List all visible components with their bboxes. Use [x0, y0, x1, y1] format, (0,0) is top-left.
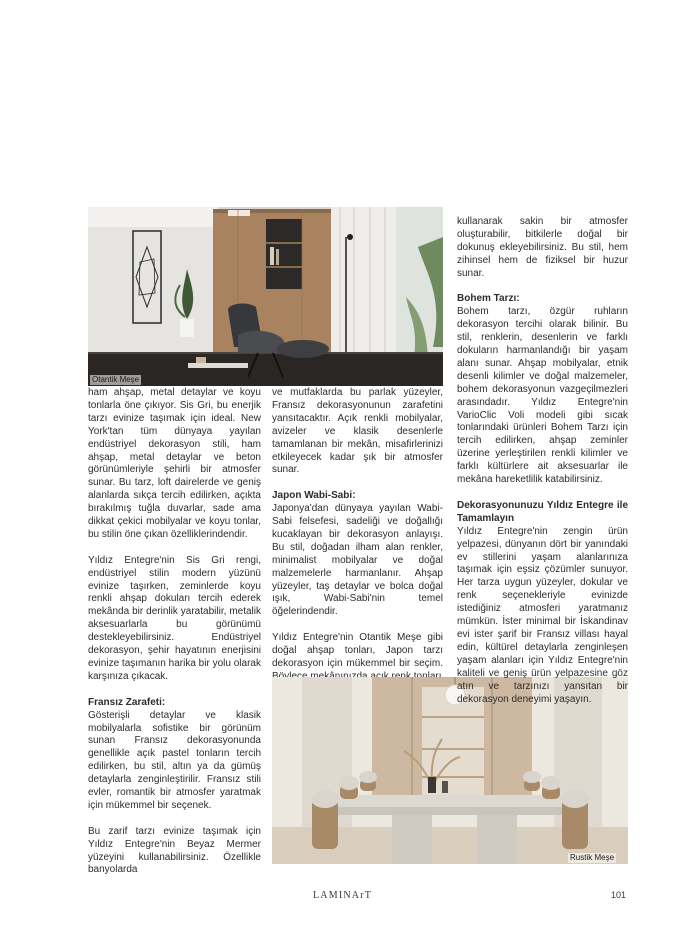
page-number: 101	[611, 890, 627, 900]
footer-brand-logo: LAMINArT	[313, 890, 373, 901]
text-column-1	[88, 387, 261, 890]
paragraph-beyaz-mermer: Bu zarif tarzı evinize taşımak için Yıldız Entegre'nin Beyaz Mermer yüzeyini kullanabilirsiniz. Özellikle banyolarda	[88, 825, 261, 876]
photo-caption-rustik-mese: Rustik Meşe	[570, 853, 615, 862]
text-column-3	[457, 216, 628, 719]
heading-dekorasyon-tamamlayin: Dekorasyonunuzu Yıldız Entegre ile Tamamlayın	[457, 499, 628, 524]
living-room-illustration	[88, 207, 443, 386]
paragraph-otantik-mese: Yıldız Entegre'nin Otantik Meşe gibi doğal ahşap tonları, Japon tarzı dekorasyon için mükemmel bir seçim.	[272, 632, 443, 669]
paragraph-bohem: Bohem tarzı, özgür ruhların dekorasyon tercihi olarak bilinir. Bu stil, renklerin, desenlerin ve farklı dokuların harmanlandığı bir yaşam alanı sunar. Ahşap mobilyalar, etnik desenli kilimler ve doğal malzemeler, bohem dekorasyonun vazgeçilmezleri arasındadır. Yıldız Entegre'nin VarioClic Voli modeli gibi sıcak tonlarındaki ürünleri Bohem Tarzı için tercih edilirken, ahşap zeminler üzerine yerleştirilen renkli kilimler ve farklı kültürlere ait aksesuarlar ile mekâna hareketlilik katabilirsiniz.	[457, 306, 628, 486]
paragraph-wabi-sabi-cont: kullanarak sakin bir atmosfer oluşturabilir, bitkilerle doğal bir dokunuş ekleyebilirsiniz. Bu stil, hem zihinsel hem de fiziksel bir huzur sunar.	[457, 216, 628, 279]
paragraph-fransiz: Gösterişli detaylar ve klasik mobilyalarla sofistike bir görünüm sunan Fransız dekorasyonunda genellikle açık pastel tonların tercih edilirken, bu stil, altın ya da gümüş detaylarla zenginleştirilir. Fransız stili evler, romantik bir atmosfer yaratmak için mükemmel bir seçenek.	[88, 709, 261, 811]
paragraph-industrial: ham ahşap, metal detaylar ve koyu tonlarla öne çıkıyor. Sis Gri, bu enerjik tarzı evinize taşımak için ideal. New York'tan tüm dünyaya yayılan endüstriyel dekorasyon stili, ham ahşap, metal detaylar ve beton görünümleriyle şehirli bir atmosfer sunar. Bu tarz, loft dairelerde ve geniş alanlarda sıkça tercih edilirken, açıkta bırakılmış tuğla duvarlar, sade ama dikkat çekici mobilyalar ve koyu tonlar, bu stilin öne çıkan özelliklerindendir.	[88, 387, 261, 540]
text-column-2	[272, 387, 443, 697]
heading-japon-wabi-sabi: Japon Wabi-Sabi:	[272, 490, 356, 502]
living-room-photo	[88, 207, 443, 386]
paragraph-urun-yelpazesi: Yıldız Entegre'nin zengin ürün yelpazesi, dünyanın dört bir yanındaki ev stillerini yaşam alanlarınıza taşımak için eşsiz çözümler sunuyor. Her tarza uygun yüzeyler, dokular ve renk seçenekleriyle evinizde istediğiniz atmosferi yaratmanız mümkün. İster minimal bir İskandinav evi ister şarif bir Fransız villası hayal edin, kültürel detaylarla zenginleşen yaşam alanları için Yıldız Entegre'nin kaliteli ve geniş ürün yelpazesine göz atın ve tarzınızı yansıtan bir dekorasyon deneyimi yaşayın.	[457, 525, 628, 705]
paragraph-wabi-sabi: Japonya'dan dünyaya yayılan Wabi-Sabi felsefesi, sadeliği ve doğallığı kucaklayan bir dekorasyon anlayışı. Bu stil, doğadan ilham alan renkler, minimalist mobilyalar ve doğal malzemelerle harmanlanır. Ahşap yüzeyler, taş detaylar ve bolca doğal ışık, Wabi-Sabi'nin temel öğelerindendir.	[272, 503, 443, 618]
heading-bohem-tarzi: Bohem Tarzı:	[457, 293, 520, 305]
dining-table	[332, 795, 572, 807]
heading-fransiz-zarafeti: Fransız Zarafeti:	[88, 696, 166, 708]
paragraph-fransiz-cont: ve mutfaklarda bu parlak yüzeyler, Fransız dekorasyonunun zarafetini yansıtacaktır. Açık renkli mobilyalar, avizeler ve klasik desenlerle tamamlanan bir mekân, misafirlerinizi etkileyecek kadar şık bir atmosfer sunar.	[272, 387, 443, 476]
paragraph-sis-gri: Yıldız Entegre'nin Sis Gri rengi, endüstriyel stilin modern yüzünü evinize taşırken, zeminlerde koyu renkli ahşap dokuları tercih ederek mekânda bir derinlik yaratabilir, metalik aksesuarlarla bu görünümü destekleyebilirsiniz. Endüstriyel dekorasyon, şehir hayatının enerjisini evinize taşımanın harika bir yolu olarak karşınıza çıkacak.	[88, 554, 261, 682]
photo-caption-otantik-mese: Otantik Meşe	[92, 375, 140, 384]
